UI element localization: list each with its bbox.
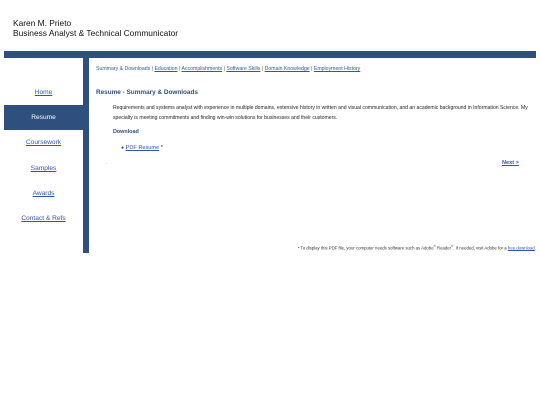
subnav-link-employment-history[interactable]: Employment History [313,66,361,72]
stray-dot: . [106,160,108,166]
page-title: Resume - Summary & Downloads [96,89,198,96]
footnote-prefix: * To display this PDF file, your computer needs software such as Adobe [297,245,434,251]
subnav-current: Summary & Downloads [96,66,151,72]
site-header [13,18,178,38]
download-list [121,145,163,151]
subnav-separator: | [222,66,227,72]
top-banner-bar [4,51,536,58]
footnote-end: . [534,245,536,251]
sidebar-item-contact[interactable]: Contact & Refs [21,215,66,222]
subnav-link-software-skills[interactable]: Software Skills [226,66,261,72]
registered-mark: ® [451,244,454,248]
author-name: Karen M. Prieto [13,18,72,28]
subnav-separator: | [177,66,182,72]
sidebar-item-coursework[interactable]: Coursework [25,139,62,146]
subnav-link-accomplishments[interactable]: Accomplishments [181,66,223,72]
footnote-marker: * [160,145,163,151]
subnav-separator: | [150,66,155,72]
footnote-suffix: . If needed, visit Adobe for a [453,245,508,251]
sidebar-item-home[interactable]: Home [34,89,53,96]
download-heading: Download [113,129,139,135]
sidebar-item-samples[interactable]: Samples [30,165,57,172]
registered-mark: ® [433,244,436,248]
subnav-separator: | [260,66,265,72]
summary-paragraph: Requirements and systems analyst with experience in multiple domains, extensive history in written and visual communication, and an academic background in Information Science. My specialty is meeting commitments and finding win-win solutions for businesses and their customers. [113,105,528,121]
author-tagline: Business Analyst & Technical Communicator [13,28,179,38]
resume-subnav [96,66,360,72]
free-download-link[interactable]: free download [507,245,535,251]
next-page-link[interactable]: Next > [502,160,519,166]
pdf-resume-link[interactable]: PDF Resume [125,145,160,151]
sidebar-item-awards[interactable]: Awards [32,190,55,197]
footnote-middle: Reader [435,245,452,251]
subnav-link-domain-knowledge[interactable]: Domain Knowledge [264,66,310,72]
sidebar-nav [4,58,83,253]
bullet-icon: ● [121,145,125,151]
subnav-separator: | [309,66,314,72]
sidebar-item-resume[interactable]: Resume [4,105,83,130]
subnav-link-education[interactable]: Education [154,66,178,72]
sidebar-divider-strip [83,58,89,253]
pdf-footnote [298,244,536,250]
